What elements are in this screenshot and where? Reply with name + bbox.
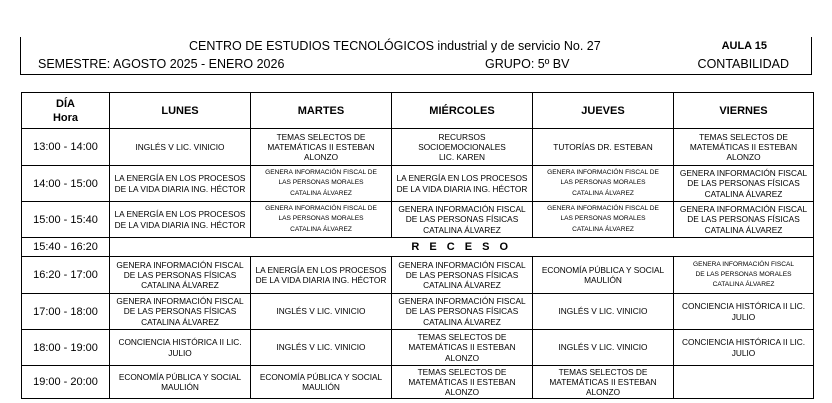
time-slot: 19:00 - 20:00 <box>22 366 110 399</box>
receso-banner: R E C E S O <box>110 238 814 257</box>
class-cell <box>110 202 251 238</box>
class-line: MATEMÁTICAS II ESTEBAN <box>267 141 375 152</box>
class-line: ALONZO <box>585 387 621 398</box>
class-cell <box>392 202 533 238</box>
class-cell <box>110 166 251 202</box>
schedule-body <box>22 129 814 399</box>
aula-label: AULA 15 <box>721 40 767 52</box>
class-cell <box>251 366 392 399</box>
class-cell <box>674 202 814 238</box>
time-slot: 17:00 - 18:00 <box>22 294 110 330</box>
class-line: TEMAS SELECTOS DE <box>417 332 507 343</box>
class-cell <box>392 366 533 399</box>
class-line: CATALINA ÁLVAREZ <box>141 316 219 327</box>
class-line: CATALINA ÁLVAREZ <box>423 280 501 291</box>
class-line: DE LA VIDA DIARIA ING. HÉCTOR <box>255 275 387 285</box>
document-header <box>20 37 812 75</box>
class-line: DE LAS PERSONAS MORALES <box>695 270 792 278</box>
class-line: MAULIÓN <box>584 275 622 285</box>
class-line: RECURSOS <box>438 131 486 142</box>
class-cell <box>110 366 251 399</box>
class-line: GENERA INFORMACIÓN FISCAL DE <box>547 169 659 177</box>
class-line: TEMAS SELECTOS DE <box>699 131 788 142</box>
class-line: LIC. KAREN <box>438 152 486 163</box>
class-line: LA ENERGÍA EN LOS PROCESOS <box>255 264 387 275</box>
class-cell <box>110 330 251 366</box>
class-line: INGLÉS V LIC. VINICIO <box>558 306 648 317</box>
time-row <box>22 166 814 202</box>
class-line: MATEMÁTICAS II ESTEBAN <box>549 376 657 387</box>
class-line: DE LAS PERSONAS FÍSICAS <box>405 269 519 280</box>
day-header: MIÉRCOLES <box>392 93 533 129</box>
day-header: JUEVES <box>533 93 674 129</box>
class-cell <box>674 257 814 294</box>
class-line: GENERA INFORMACIÓN FISCAL <box>679 204 808 215</box>
class-cell <box>533 166 674 202</box>
class-line: GENERA INFORMACIÓN FISCAL <box>692 260 795 268</box>
class-line: LA ENERGÍA EN LOS PROCESOS <box>114 209 246 220</box>
class-line: CONCIENCIA HISTÓRICA II LIC. <box>681 301 806 312</box>
class-line: MATEMÁTICAS II ESTEBAN <box>408 342 516 353</box>
class-cell <box>533 202 674 238</box>
time-slot: 18:00 - 19:00 <box>22 330 110 366</box>
class-line: CATALINA ÁLVAREZ <box>572 189 634 197</box>
class-line: CATALINA ÁLVAREZ <box>704 224 783 235</box>
school-name: CENTRO DE ESTUDIOS TECNOLÓGICOS industrial y de servicio No. 27 <box>189 39 601 53</box>
day-header: LUNES <box>110 93 251 129</box>
class-line: INGLÉS V LIC. VINICIO <box>276 306 366 317</box>
class-line: GENERA INFORMACIÓN FISCAL <box>398 204 526 215</box>
class-line: DE LAS PERSONAS FÍSICAS <box>405 214 519 225</box>
class-cell <box>251 166 392 202</box>
class-cell <box>392 330 533 366</box>
class-line: INGLÉS V LIC. VINICIO <box>135 141 225 152</box>
time-slot: 14:00 - 15:00 <box>22 166 110 202</box>
class-cell <box>533 366 674 399</box>
time-row <box>22 257 814 294</box>
time-row <box>22 330 814 366</box>
class-line: CATALINA ÁLVAREZ <box>572 225 634 233</box>
class-line: TEMAS SELECTOS DE <box>558 366 648 377</box>
class-cell <box>533 257 674 294</box>
class-line: CATALINA ÁLVAREZ <box>423 224 501 235</box>
class-line: DE LAS PERSONAS FÍSICAS <box>687 178 800 189</box>
time-row <box>22 238 814 257</box>
class-cell <box>251 330 392 366</box>
day-header-row <box>22 93 814 129</box>
class-line: GENERA INFORMACIÓN FISCAL <box>116 296 244 307</box>
class-cell <box>392 166 533 202</box>
class-line: LAS PERSONAS MORALES <box>560 179 646 187</box>
empty-cell <box>674 366 814 399</box>
class-line: CATALINA ÁLVAREZ <box>423 316 501 327</box>
class-line: DE LAS PERSONAS FÍSICAS <box>123 269 237 280</box>
class-line: CATALINA ÁLVAREZ <box>141 280 219 291</box>
class-line: GENERA INFORMACIÓN FISCAL DE <box>265 169 377 177</box>
class-line: GENERA INFORMACIÓN FISCAL <box>398 259 526 270</box>
class-line: DE LAS PERSONAS FÍSICAS <box>123 306 237 317</box>
class-line: ECONOMÍA PÚBLICA Y SOCIAL <box>118 371 242 382</box>
class-line: CATALINA ÁLVAREZ <box>290 225 352 233</box>
class-cell <box>392 257 533 294</box>
class-line: GENERA INFORMACIÓN FISCAL DE <box>547 205 659 213</box>
class-cell <box>251 129 392 166</box>
class-line: LA ENERGÍA EN LOS PROCESOS <box>114 173 246 184</box>
class-cell <box>674 129 814 166</box>
class-cell <box>251 202 392 238</box>
semester-label: SEMESTRE: AGOSTO 2025 - ENERO 2026 <box>38 57 285 71</box>
class-line: LAS PERSONAS MORALES <box>278 179 364 187</box>
schedule-table <box>21 92 814 399</box>
class-cell <box>533 330 674 366</box>
class-line: MATEMÁTICAS II ESTEBAN <box>689 141 798 152</box>
class-line: DE LA VIDA DIARIA ING. HÉCTOR <box>114 183 246 194</box>
class-line: MAULIÓN <box>302 382 340 392</box>
class-line: MAULIÓN <box>161 382 199 392</box>
class-line: GENERA INFORMACIÓN FISCAL <box>116 259 244 270</box>
class-line: DE LA VIDA DIARIA ING. HÉCTOR <box>114 219 246 230</box>
day-header: MARTES <box>251 93 392 129</box>
class-line: ALONZO <box>303 152 339 163</box>
class-line: ALONZO <box>726 152 761 163</box>
class-line: LAS PERSONAS MORALES <box>560 215 646 223</box>
time-row <box>22 202 814 238</box>
class-line: LAS PERSONAS MORALES <box>278 215 364 223</box>
class-cell <box>674 330 814 366</box>
class-line: LA ENERGÍA EN LOS PROCESOS <box>396 173 528 184</box>
class-line: ECONOMÍA PÚBLICA Y SOCIAL <box>259 371 383 382</box>
time-slot: 13:00 - 14:00 <box>22 129 110 166</box>
class-line: GENERA INFORMACIÓN FISCAL <box>679 168 808 179</box>
day-header: VIERNES <box>674 93 814 129</box>
class-line: CONCIENCIA HISTÓRICA II LIC. <box>681 337 806 348</box>
class-cell <box>251 294 392 330</box>
class-line: INGLÉS V LIC. VINICIO <box>276 342 366 353</box>
class-cell <box>392 129 533 166</box>
class-line: ALONZO <box>444 352 480 363</box>
class-line: GENERA INFORMACIÓN FISCAL <box>398 296 526 307</box>
class-line: CATALINA ÁLVAREZ <box>290 189 352 197</box>
class-line: CONCIENCIA HISTÓRICA II LIC. <box>118 337 242 348</box>
time-row <box>22 129 814 166</box>
class-line: JULIO <box>168 347 192 358</box>
class-line: DE LAS PERSONAS FÍSICAS <box>687 214 800 225</box>
class-line: TUTORÍAS DR. ESTEBAN <box>553 141 653 152</box>
class-line: TEMAS SELECTOS DE <box>417 366 507 377</box>
class-line: CATALINA ÁLVAREZ <box>704 188 783 199</box>
class-line: INGLÉS V LIC. VINICIO <box>558 342 648 353</box>
class-line: CATALINA ÁLVAREZ <box>712 281 775 289</box>
corner-cell <box>22 93 110 129</box>
class-line: JULIO <box>731 347 756 358</box>
area-label: CONTABILIDAD <box>697 57 789 71</box>
time-slot: 15:40 - 16:20 <box>22 238 110 257</box>
class-line: ALONZO <box>444 387 480 398</box>
group-label: GRUPO: 5º BV <box>485 57 570 71</box>
class-cell <box>674 166 814 202</box>
class-cell <box>251 257 392 294</box>
class-line: ECONOMÍA PÚBLICA Y SOCIAL <box>541 264 665 275</box>
class-cell <box>674 294 814 330</box>
class-line: TEMAS SELECTOS DE <box>276 131 366 142</box>
time-row <box>22 366 814 399</box>
class-line: GENERA INFORMACIÓN FISCAL DE <box>265 205 377 213</box>
class-cell <box>533 129 674 166</box>
class-cell <box>110 294 251 330</box>
time-row <box>22 294 814 330</box>
class-cell <box>110 257 251 294</box>
class-line: DE LAS PERSONAS FÍSICAS <box>405 306 519 317</box>
class-line: JULIO <box>731 311 756 322</box>
time-slot: 16:20 - 17:00 <box>22 257 110 294</box>
class-cell <box>533 294 674 330</box>
class-cell <box>392 294 533 330</box>
class-cell <box>110 129 251 166</box>
class-line: MATEMÁTICAS II ESTEBAN <box>408 376 516 387</box>
class-line: DE LA VIDA DIARIA ING. HÉCTOR <box>396 183 528 194</box>
hour-corner-label: Hora <box>52 111 79 124</box>
day-corner-label: DÍA <box>56 97 75 110</box>
class-line: SOCIOEMOCIONALES <box>418 141 506 152</box>
time-slot: 15:00 - 15:40 <box>22 202 110 238</box>
